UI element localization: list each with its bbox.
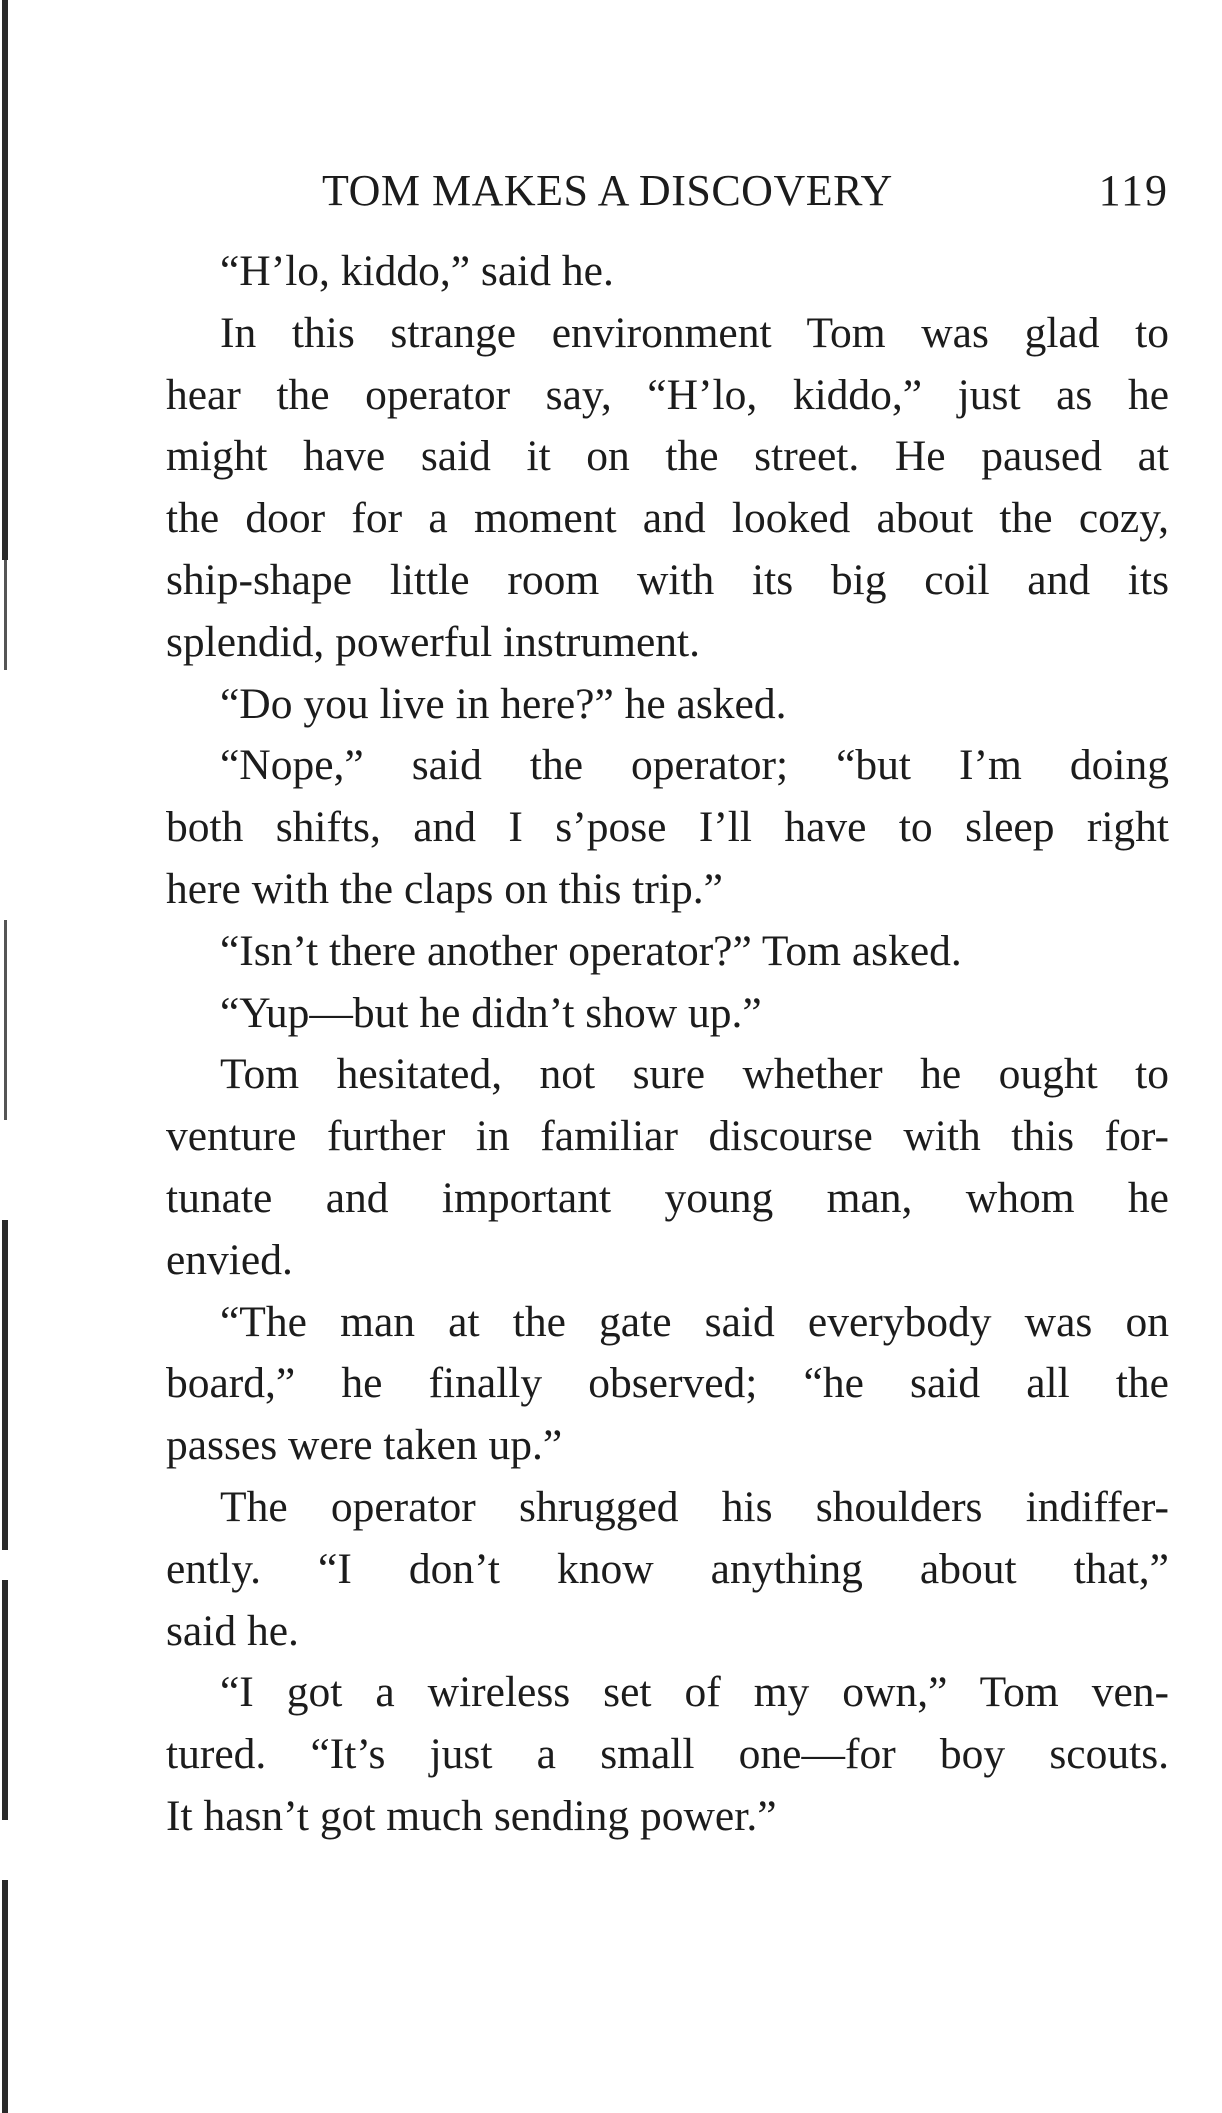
text-line: “Isn’t there another operator?” Tom asked. bbox=[220, 926, 962, 975]
text-line: “The man at the gate said everybody was on bbox=[220, 1297, 1169, 1346]
text-line: board,” he finally observed; “he said all the bbox=[166, 1359, 1169, 1408]
text-line: splendid, powerful instrument. bbox=[166, 617, 701, 666]
scan-edge-mark bbox=[2, 1220, 8, 1550]
text-line: the door for a moment and looked about the cozy, bbox=[166, 494, 1169, 543]
text-line: hear the operator say, “H’lo, kiddo,” just as he bbox=[166, 370, 1169, 419]
text-line: “Yup—but he didn’t show up.” bbox=[220, 988, 762, 1037]
text-line: “I got a wireless set of my own,” Tom ven- bbox=[220, 1668, 1169, 1717]
text-line: In this strange environment Tom was glad to bbox=[220, 308, 1169, 357]
text-line: said he. bbox=[166, 1606, 299, 1655]
text-line: tunate and important young man, whom he bbox=[166, 1173, 1169, 1222]
body-text bbox=[166, 241, 1169, 1848]
text-line: ently. “I don’t know anything about that,” bbox=[166, 1544, 1169, 1593]
text-line: venture further in familiar discourse with this for- bbox=[166, 1112, 1169, 1161]
text-line: tured. “It’s just a small one—for boy scouts. bbox=[166, 1730, 1169, 1779]
text-line: It hasn’t got much sending power.” bbox=[166, 1791, 777, 1840]
scan-edge-mark bbox=[4, 560, 7, 670]
text-line: here with the claps on this trip.” bbox=[166, 864, 723, 913]
page-number: 119 bbox=[1098, 166, 1169, 215]
text-line: ship-shape little room with its big coil and its bbox=[166, 555, 1169, 604]
text-line: might have said it on the street. He paused at bbox=[166, 432, 1169, 481]
scan-edge-mark bbox=[4, 920, 7, 1120]
text-line: both shifts, and I s’pose I’ll have to sleep right bbox=[166, 803, 1169, 852]
text-line: envied. bbox=[166, 1235, 293, 1284]
text-line: passes were taken up.” bbox=[166, 1421, 563, 1470]
scan-edge-mark bbox=[2, 0, 8, 560]
text-line: Tom hesitated, not sure whether he ought to bbox=[220, 1050, 1169, 1099]
text-line: “Do you live in here?” he asked. bbox=[220, 679, 787, 728]
running-header bbox=[322, 165, 1169, 225]
text-line: “H’lo, kiddo,” said he. bbox=[220, 247, 614, 295]
text-line: “Nope,” said the operator; “but I’m doing bbox=[220, 741, 1169, 790]
scan-edge-mark bbox=[2, 1580, 8, 1820]
text-line: The operator shrugged his shoulders indiffer- bbox=[220, 1482, 1169, 1531]
scan-edge-mark bbox=[2, 1880, 8, 2113]
chapter-title: TOM MAKES A DISCOVERY bbox=[322, 166, 893, 215]
